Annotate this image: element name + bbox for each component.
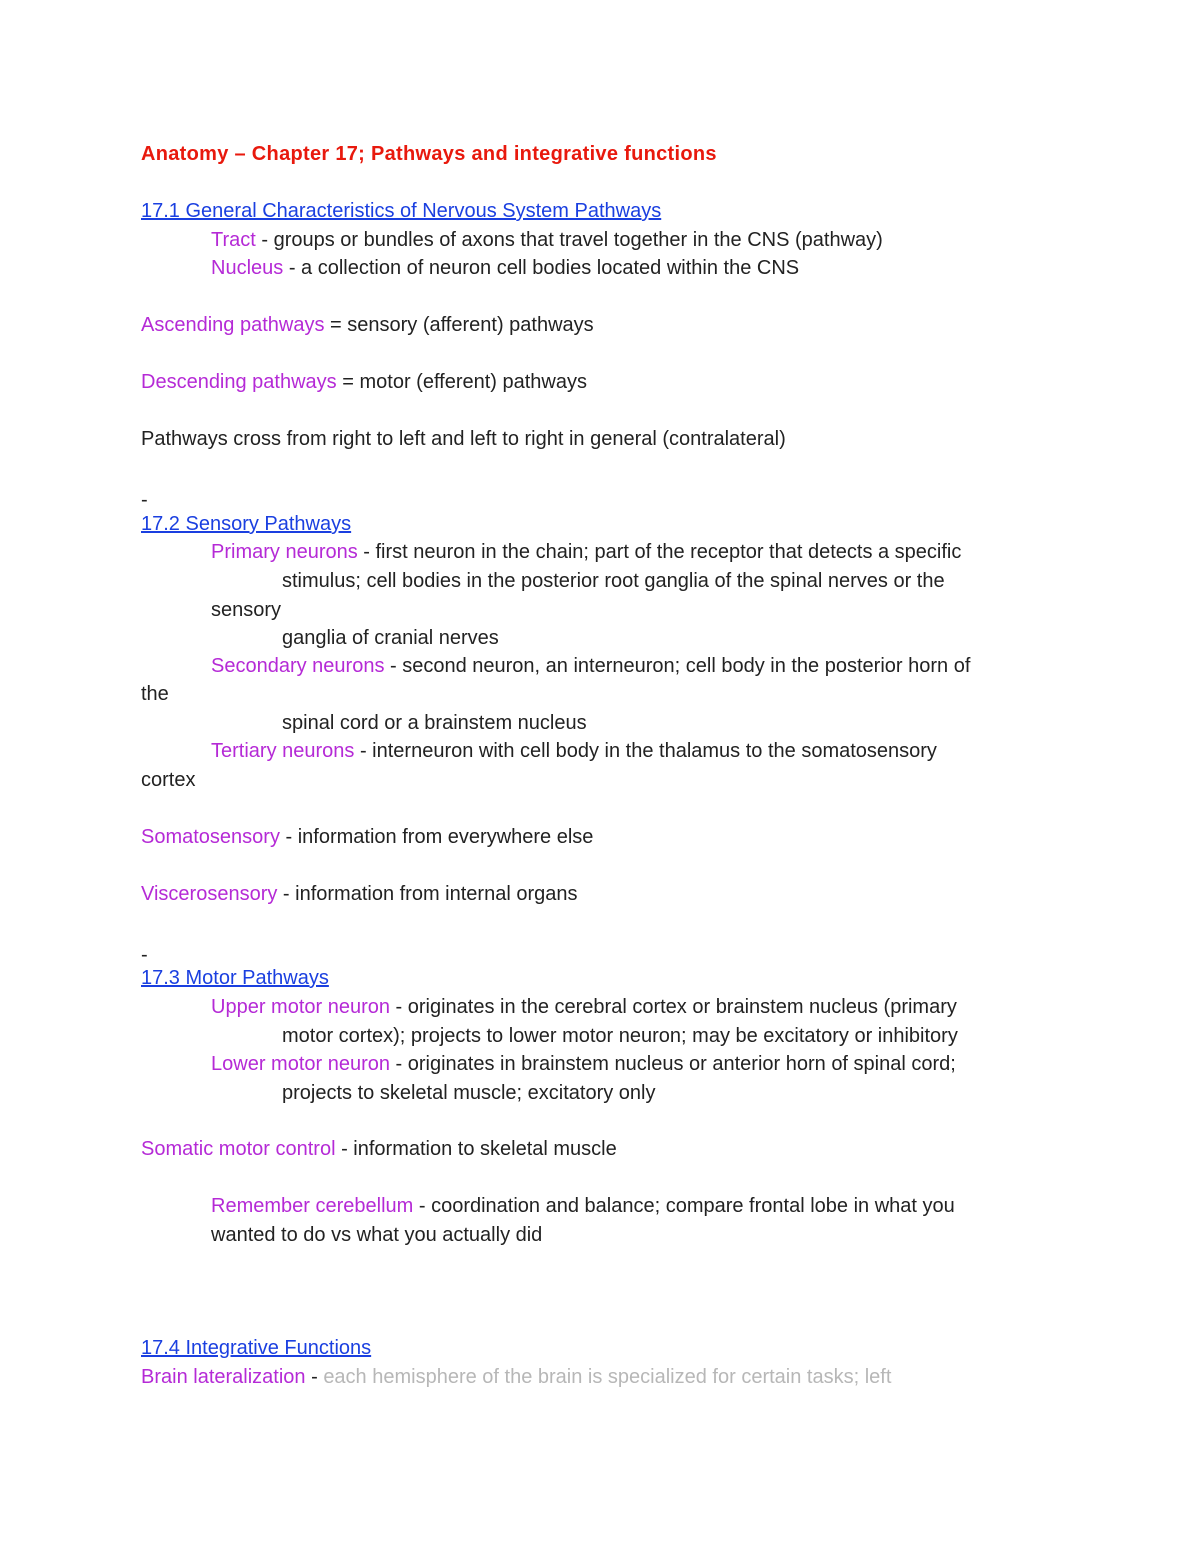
term-somatosensory: Somatosensory xyxy=(141,826,280,848)
section-heading-17-4[interactable]: 17.4 Integrative Functions xyxy=(141,1337,372,1359)
def-primary-3: sensory xyxy=(211,599,282,621)
def-primary-4: ganglia of cranial nerves xyxy=(282,627,499,649)
page-title: Anatomy – Chapter 17; Pathways and integrative functions xyxy=(141,143,717,165)
def-upper-motor-2: motor cortex); projects to lower motor neuron; may be excitatory or inhibitory xyxy=(282,1025,958,1047)
term-nucleus: Nucleus xyxy=(211,257,284,279)
def-somatic-motor: - information to skeletal muscle xyxy=(335,1138,617,1160)
def-tertiary-1: - interneuron with cell body in the thalamus to the somatosensory xyxy=(354,740,937,762)
section-heading-17-2[interactable]: 17.2 Sensory Pathways xyxy=(141,513,352,535)
definition-primary xyxy=(211,538,961,566)
section-heading-17-3[interactable]: 17.3 Motor Pathways xyxy=(141,967,329,989)
term-ascending: Ascending pathways xyxy=(141,314,325,336)
separator-dash: - xyxy=(141,944,148,966)
def-upper-motor-1: - originates in the cerebral cortex or brainstem nucleus (primary xyxy=(389,996,957,1018)
def-brain-lateralization-faded: each hemisphere of the brain is specialized for certain tasks; left xyxy=(323,1366,892,1388)
term-viscerosensory: Viscerosensory xyxy=(141,883,278,905)
definition-upper-motor xyxy=(211,993,957,1021)
term-primary: Primary neurons xyxy=(211,541,358,563)
term-lower-motor: Lower motor neuron xyxy=(211,1053,390,1075)
definition-somatosensory xyxy=(141,823,593,851)
def-primary-2: stimulus; cell bodies in the posterior root ganglia of the spinal nerves or the xyxy=(282,570,945,592)
term-cerebellum: Remember cerebellum xyxy=(211,1195,414,1217)
def-somatosensory: - information from everywhere else xyxy=(279,826,594,848)
def-secondary-2: the xyxy=(141,683,169,705)
term-somatic-motor: Somatic motor control xyxy=(141,1138,336,1160)
def-tertiary-2: cortex xyxy=(141,769,196,791)
definition-descending xyxy=(141,368,587,396)
definition-tract xyxy=(211,226,883,254)
term-brain-lateralization: Brain lateralization xyxy=(141,1366,306,1388)
definition-ascending xyxy=(141,311,594,339)
definition-lower-motor xyxy=(211,1050,956,1078)
def-cerebellum-1: - coordination and balance; compare frontal lobe in what you xyxy=(413,1195,955,1217)
definition-somatic-motor xyxy=(141,1135,617,1163)
def-ascending: = sensory (afferent) pathways xyxy=(324,314,594,336)
term-upper-motor: Upper motor neuron xyxy=(211,996,390,1018)
section-heading-17-1[interactable]: 17.1 General Characteristics of Nervous System Pathways xyxy=(141,200,662,222)
definition-tertiary xyxy=(211,737,937,765)
def-cerebellum-2: wanted to do vs what you actually did xyxy=(211,1224,543,1246)
def-descending: = motor (efferent) pathways xyxy=(336,371,587,393)
def-tract: - groups or bundles of axons that travel together in the CNS (pathway) xyxy=(255,229,883,251)
definition-brain-lateralization xyxy=(141,1363,891,1391)
term-secondary: Secondary neurons xyxy=(211,655,385,677)
term-descending: Descending pathways xyxy=(141,371,337,393)
def-brain-dash: - xyxy=(305,1366,324,1388)
term-tract: Tract xyxy=(211,229,256,251)
def-secondary-3: spinal cord or a brainstem nucleus xyxy=(282,712,587,734)
definition-nucleus xyxy=(211,254,799,282)
term-tertiary: Tertiary neurons xyxy=(211,740,355,762)
pathways-cross-text: Pathways cross from right to left and left to right in general (contralateral) xyxy=(141,428,786,450)
separator-dash: - xyxy=(141,489,148,511)
def-lower-motor-1: - originates in brainstem nucleus or anterior horn of spinal cord; xyxy=(389,1053,956,1075)
definition-cerebellum xyxy=(211,1192,955,1220)
definition-viscerosensory xyxy=(141,880,578,908)
def-nucleus: - a collection of neuron cell bodies located within the CNS xyxy=(283,257,800,279)
def-secondary-1: - second neuron, an interneuron; cell body in the posterior horn of xyxy=(384,655,971,677)
definition-secondary xyxy=(211,652,970,680)
def-lower-motor-2: projects to skeletal muscle; excitatory only xyxy=(282,1082,656,1104)
def-viscerosensory: - information from internal organs xyxy=(277,883,578,905)
def-primary-1: - first neuron in the chain; part of the receptor that detects a specific xyxy=(357,541,962,563)
